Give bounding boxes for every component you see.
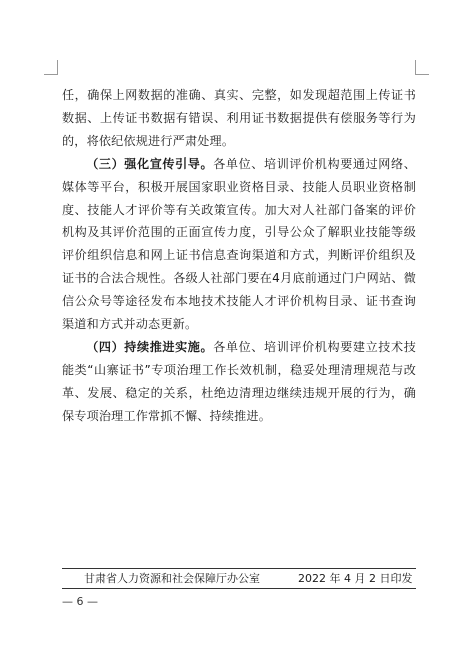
section-4-heading: （四）持续推进实施。: [86, 339, 214, 354]
paragraph-continuation: 任，确保上网数据的准确、真实、完整，如发现超范围上传证书数据、上传证书数据有错误、利用证书数据提供有偿服务等行为的，将依纪依规进行严肃处理。: [62, 88, 416, 148]
paragraph-section-4: [62, 336, 416, 428]
page-number: — 6 —: [62, 595, 98, 608]
crop-mark-top-left: [57, 60, 58, 75]
crop-mark-top-left: [44, 74, 58, 75]
section-4-text: 各单位、培训评价机构要建立技术技能类“山寨证书”专项治理工作长效机制，稳妥处理清理规范与改革、发展、稳定的关系，杜绝边清理边继续违规开展的行为，确保专项治理工作常抓不懈、持续推进。: [62, 339, 416, 423]
section-3-heading: （三）强化宣传引导。: [86, 156, 214, 171]
footer-issuing-office: 甘肃省人力资源和社会保障厅办公室: [84, 572, 260, 585]
footer-print-date: 2022 年 4 月 2 日印发: [298, 572, 413, 585]
footer-rule-top: [62, 568, 416, 569]
paragraph-section-3: [62, 153, 416, 336]
crop-mark-top-right: [415, 60, 416, 75]
footer-rule-bottom: [62, 588, 416, 589]
crop-mark-top-right: [415, 74, 429, 75]
document-body: [62, 84, 416, 428]
section-3-text: 各单位、培训评价机构要通过网络、媒体等平台，积极开展国家职业资格目录、技能人员职业资格制度、技能人才评价等有关政策宣传。加大对人社部门备案的评价机构及其评价范围的正面宣传力度，引导公众了解职业技能等级评价组织信息和网上证书信息查询渠道和方式，判断评价组织及证书的合法合规性。各级人社部门要在4月底前通过门户网站、微信公众号等途径发布本地技术技能人才评价机构目录、证书查询渠道和方式并动态更新。: [62, 156, 416, 332]
